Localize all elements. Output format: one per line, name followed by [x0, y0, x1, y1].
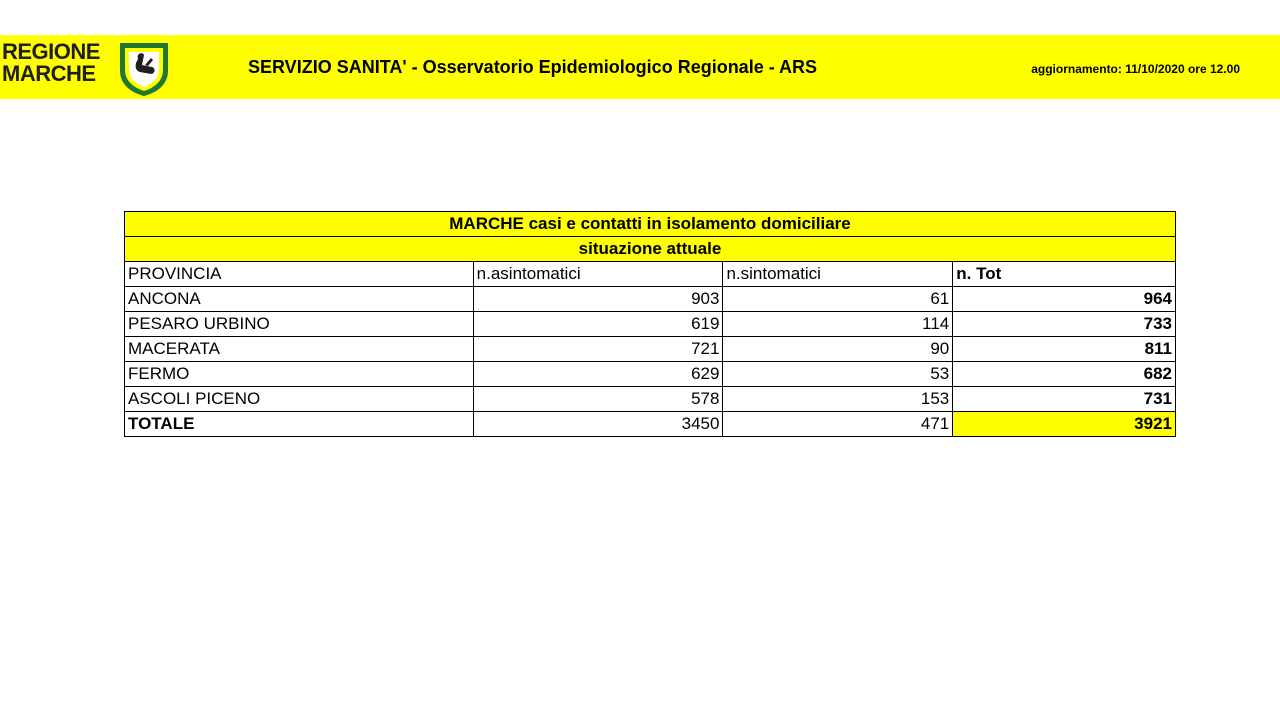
asintomatici-cell: 619: [473, 312, 723, 337]
sintomatici-cell: 53: [723, 362, 953, 387]
column-header-row: [125, 262, 1176, 287]
table-row: [125, 287, 1176, 312]
asintomatici-cell: 629: [473, 362, 723, 387]
tot-cell: 964: [953, 287, 1176, 312]
column-header-tot: n. Tot: [953, 262, 1176, 287]
update-timestamp: aggiornamento: 11/10/2020 ore 12.00: [1031, 62, 1240, 76]
table-row: [125, 387, 1176, 412]
total-label: TOTALE: [125, 412, 474, 437]
provincia-cell: MACERATA: [125, 337, 474, 362]
regione-marche-logo: [2, 41, 172, 95]
table-row: [125, 312, 1176, 337]
table-row: [125, 337, 1176, 362]
logo-line-1: REGIONE: [2, 39, 100, 64]
provincia-cell: PESARO URBINO: [125, 312, 474, 337]
asintomatici-cell: 721: [473, 337, 723, 362]
isolation-table: [124, 211, 1176, 437]
asintomatici-cell: 903: [473, 287, 723, 312]
column-header-provincia: PROVINCIA: [125, 262, 474, 287]
sintomatici-cell: 61: [723, 287, 953, 312]
table-row: [125, 362, 1176, 387]
header-banner: [0, 35, 1280, 99]
provincia-cell: ASCOLI PICENO: [125, 387, 474, 412]
tot-cell: 811: [953, 337, 1176, 362]
total-asintomatici: 3450: [473, 412, 723, 437]
table-subtitle-row: [125, 237, 1176, 262]
sintomatici-cell: 153: [723, 387, 953, 412]
asintomatici-cell: 578: [473, 387, 723, 412]
table-title: MARCHE casi e contatti in isolamento domiciliare: [125, 212, 1176, 237]
page-title: SERVIZIO SANITA' - Osservatorio Epidemiologico Regionale - ARS: [248, 57, 818, 77]
logo-line-2: MARCHE: [2, 61, 96, 86]
logo-wordmark: [2, 41, 100, 85]
table-subtitle: situazione attuale: [125, 237, 1176, 262]
provincia-cell: FERMO: [125, 362, 474, 387]
regione-marche-emblem-icon: [118, 41, 170, 97]
total-sintomatici: 471: [723, 412, 953, 437]
grand-total: 3921: [953, 412, 1176, 437]
provincia-cell: ANCONA: [125, 287, 474, 312]
total-row: [125, 412, 1176, 437]
tot-cell: 731: [953, 387, 1176, 412]
tot-cell: 682: [953, 362, 1176, 387]
column-header-asintomatici: n.asintomatici: [473, 262, 723, 287]
tot-cell: 733: [953, 312, 1176, 337]
table-title-row: [125, 212, 1176, 237]
column-header-sintomatici: n.sintomatici: [723, 262, 953, 287]
sintomatici-cell: 90: [723, 337, 953, 362]
sintomatici-cell: 114: [723, 312, 953, 337]
